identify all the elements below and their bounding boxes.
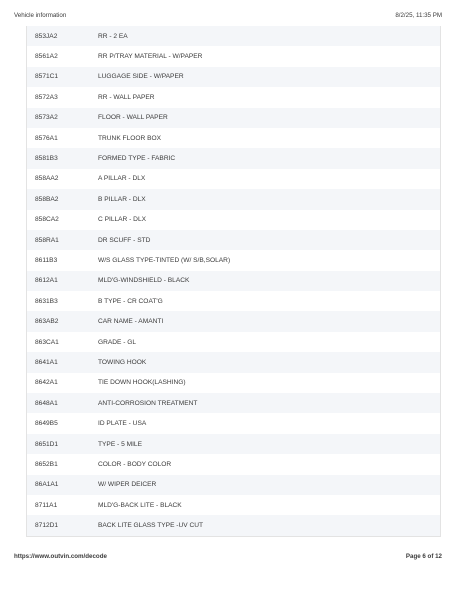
table-row xyxy=(27,454,440,474)
table-row xyxy=(27,515,440,535)
option-description: B PILLAR - DLX xyxy=(98,195,146,203)
option-code: 8631B3 xyxy=(35,297,58,305)
table-row xyxy=(27,271,440,291)
table-row xyxy=(27,169,440,189)
option-code: 8648A1 xyxy=(35,399,58,407)
option-description: TYPE - 5 MILE xyxy=(98,440,142,448)
option-description: BACK LITE GLASS TYPE -UV CUT xyxy=(98,522,204,530)
header-timestamp: 8/2/25, 11:35 PM xyxy=(395,12,442,19)
table-row xyxy=(27,352,440,372)
option-description: CAR NAME - AMANTI xyxy=(98,318,164,326)
table-row xyxy=(27,210,440,230)
table-row xyxy=(27,189,440,209)
table-row xyxy=(27,311,440,331)
option-description: ID PLATE - USA xyxy=(98,420,147,428)
option-code: 86A1A1 xyxy=(35,481,59,489)
option-code: 858AA2 xyxy=(35,175,59,183)
page-footer xyxy=(14,553,442,560)
table-row xyxy=(27,87,440,107)
table-row xyxy=(27,332,440,352)
option-description: A PILLAR - DLX xyxy=(98,175,146,183)
table-row xyxy=(27,393,440,413)
option-description: FLOOR - WALL PAPER xyxy=(98,114,168,122)
option-code: 8642A1 xyxy=(35,379,58,387)
option-code: 8581B3 xyxy=(35,155,58,163)
option-code: 8652B1 xyxy=(35,460,58,468)
header-title: Vehicle information xyxy=(14,12,67,19)
option-code: 858BA2 xyxy=(35,195,59,203)
option-description: RR P/TRAY MATERIAL - W/PAPER xyxy=(98,53,203,61)
option-code: 8641A1 xyxy=(35,358,58,366)
table-row xyxy=(27,413,440,433)
table-row xyxy=(27,128,440,148)
option-code-table xyxy=(26,26,441,537)
option-description: TRUNK FLOOR BOX xyxy=(98,134,162,142)
table-row xyxy=(27,26,440,46)
option-code: 8573A2 xyxy=(35,114,58,122)
table-row xyxy=(27,495,440,515)
option-code: 8649B5 xyxy=(35,420,58,428)
footer-url: https://www.outvin.com/decode xyxy=(14,553,107,560)
option-description: W/S GLASS TYPE-TINTED (W/ S/B,SOLAR) xyxy=(98,256,231,264)
option-code: 8612A1 xyxy=(35,277,58,285)
table-row xyxy=(27,46,440,66)
option-description: C PILLAR - DLX xyxy=(98,216,147,224)
table-row xyxy=(27,67,440,87)
option-code: 8576A1 xyxy=(35,134,58,142)
option-description: RR - 2 EA xyxy=(98,32,128,40)
page-number: Page 6 of 12 xyxy=(405,553,442,560)
option-description: LUGGAGE SIDE - W/PAPER xyxy=(98,73,184,81)
option-code: 8571C1 xyxy=(35,73,59,81)
option-code: 863AB2 xyxy=(35,318,59,326)
option-description: TIE DOWN HOOK(LASHING) xyxy=(98,379,186,387)
option-code: 853JA2 xyxy=(35,32,58,40)
option-description: ANTI-CORROSION TREATMENT xyxy=(98,399,198,407)
option-description: MLD'G-WINDSHIELD - BLACK xyxy=(98,277,190,285)
option-description: COLOR - BODY COLOR xyxy=(98,460,172,468)
table-row xyxy=(27,250,440,270)
option-code: 8572A3 xyxy=(35,93,58,101)
option-description: MLD'G-BACK LITE - BLACK xyxy=(98,501,182,509)
table-row xyxy=(27,291,440,311)
option-description: RR - WALL PAPER xyxy=(98,93,155,101)
table-row xyxy=(27,434,440,454)
option-code: 863CA1 xyxy=(35,338,59,346)
table-row xyxy=(27,148,440,168)
option-description: B TYPE - CR COAT'G xyxy=(98,297,163,305)
option-code: 858RA1 xyxy=(35,236,59,244)
table-row xyxy=(27,108,440,128)
option-description: DR SCUFF - STD xyxy=(98,236,151,244)
option-description: GRADE - GL xyxy=(98,338,137,346)
table-row xyxy=(27,373,440,393)
table-row xyxy=(27,475,440,495)
option-description: TOWING HOOK xyxy=(98,358,147,366)
option-description: W/ WIPER DEICER xyxy=(98,481,157,489)
option-description: FORMED TYPE - FABRIC xyxy=(98,155,176,163)
option-code: 8561A2 xyxy=(35,53,58,61)
option-code: 8651D1 xyxy=(35,440,59,448)
table-row xyxy=(27,230,440,250)
option-code: 8711A1 xyxy=(35,501,58,509)
option-code: 8611B3 xyxy=(35,256,58,264)
option-code: 858CA2 xyxy=(35,216,59,224)
option-code: 8712D1 xyxy=(35,522,59,530)
page-header xyxy=(14,12,442,19)
